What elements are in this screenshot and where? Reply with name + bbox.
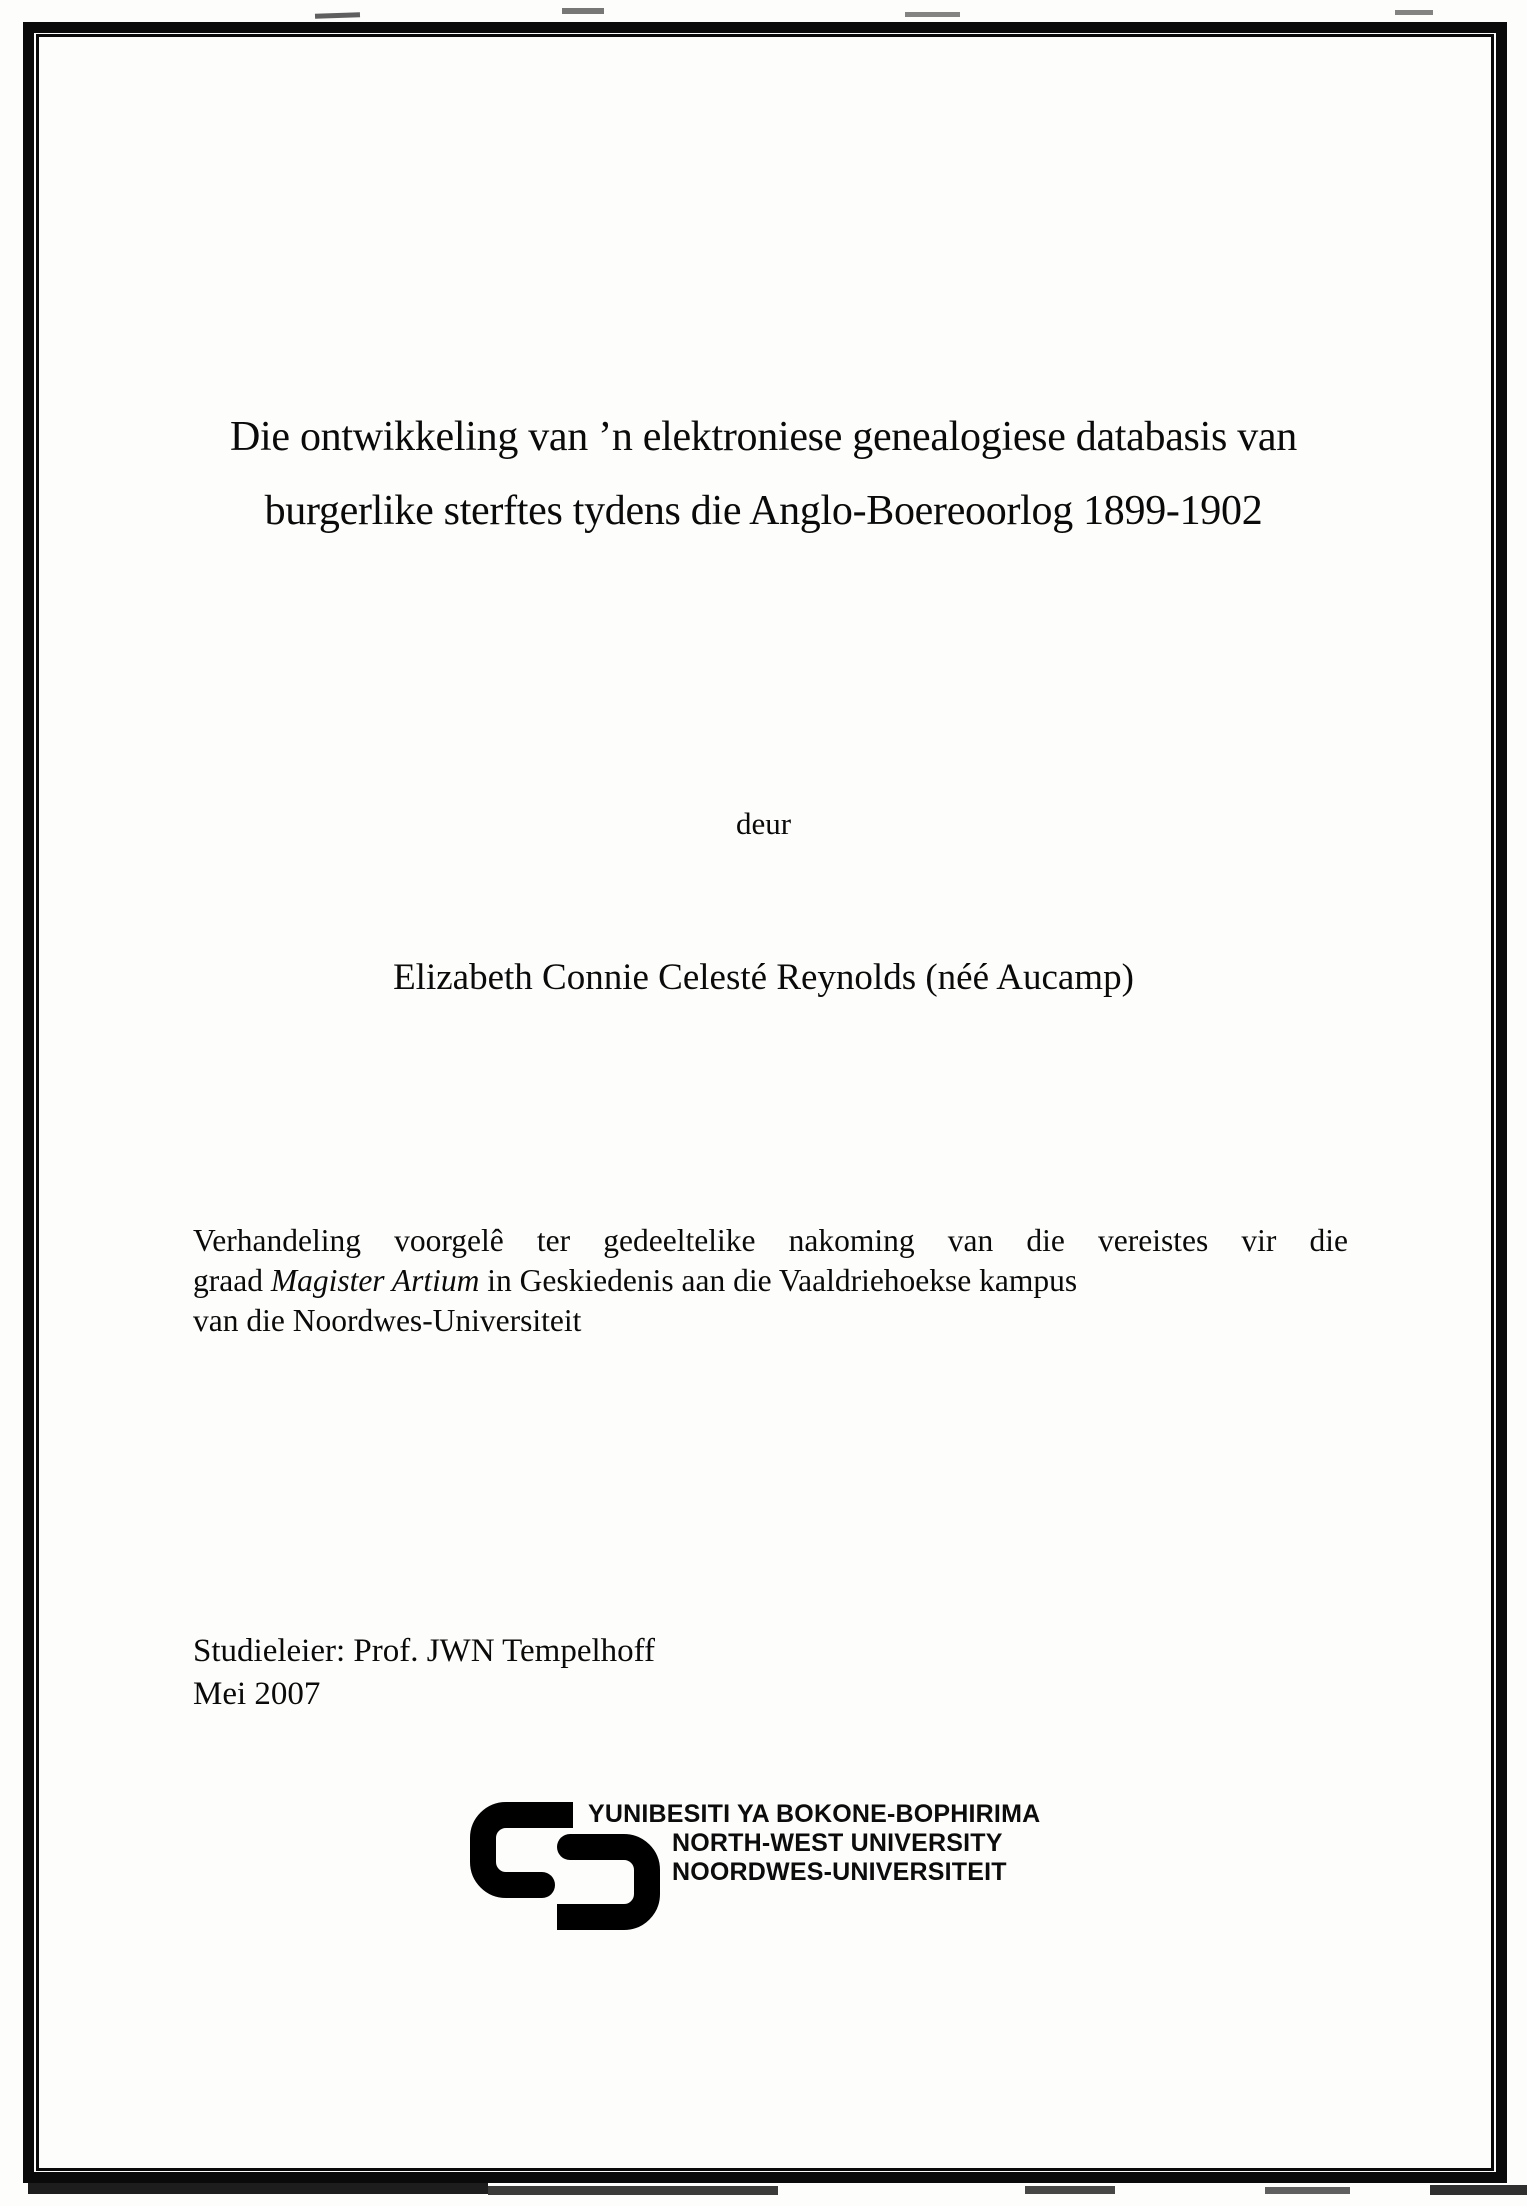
declaration-line2: [193, 1261, 1348, 1301]
scan-artifact: [905, 12, 960, 17]
declaration-line2-pre: graad: [193, 1263, 271, 1298]
scan-artifact: [1265, 2187, 1350, 2194]
scan-artifact: [1395, 10, 1433, 15]
thesis-title-line1: Die ontwikkeling van ’n elektroniese genealogiese databasis van: [230, 414, 1297, 460]
scan-artifact: [562, 8, 604, 14]
declaration-paragraph: [193, 1221, 1348, 1341]
byline: deur: [735, 806, 792, 841]
supervisor-line: Studieleier: Prof. JWN Tempelhoff: [193, 1633, 656, 1669]
author-name: Elizabeth Connie Celesté Reynolds (néé Aucamp): [393, 957, 1134, 998]
degree-name: Magister Artium: [270, 1263, 480, 1298]
logo-text-afrikaans: NOORDWES-UNIVERSITEIT: [672, 1858, 1007, 1886]
declaration-line2-post: in Geskiedenis aan die Vaaldriehoekse kampus: [479, 1263, 1078, 1298]
thesis-title-line2: burgerlike sterftes tydens die Anglo-Boereoorlog 1899-1902: [264, 488, 1263, 534]
scan-artifact: [28, 2183, 488, 2194]
university-logo: [470, 1798, 1090, 1930]
scan-artifact: [1025, 2186, 1115, 2194]
scan-artifact: [488, 2186, 778, 2195]
thesis-title: [60, 400, 1467, 548]
scan-artifact: [315, 12, 360, 19]
scan-artifact: [1430, 2185, 1527, 2195]
declaration-line3: van die Noordwes-Universiteit: [193, 1303, 582, 1338]
logo-text-english: NORTH-WEST UNIVERSITY: [672, 1829, 1003, 1857]
supervisor-date-block: [193, 1630, 655, 1716]
logo-text-setswana: YUNIBESITI YA BOKONE-BOPHIRIMA: [588, 1800, 1041, 1828]
university-logo-text: [588, 1800, 1040, 1887]
declaration-line1: Verhandeling voorgelê ter gedeeltelike nakoming van die vereistes vir die: [193, 1223, 1348, 1258]
date-line: Mei 2007: [193, 1676, 321, 1712]
